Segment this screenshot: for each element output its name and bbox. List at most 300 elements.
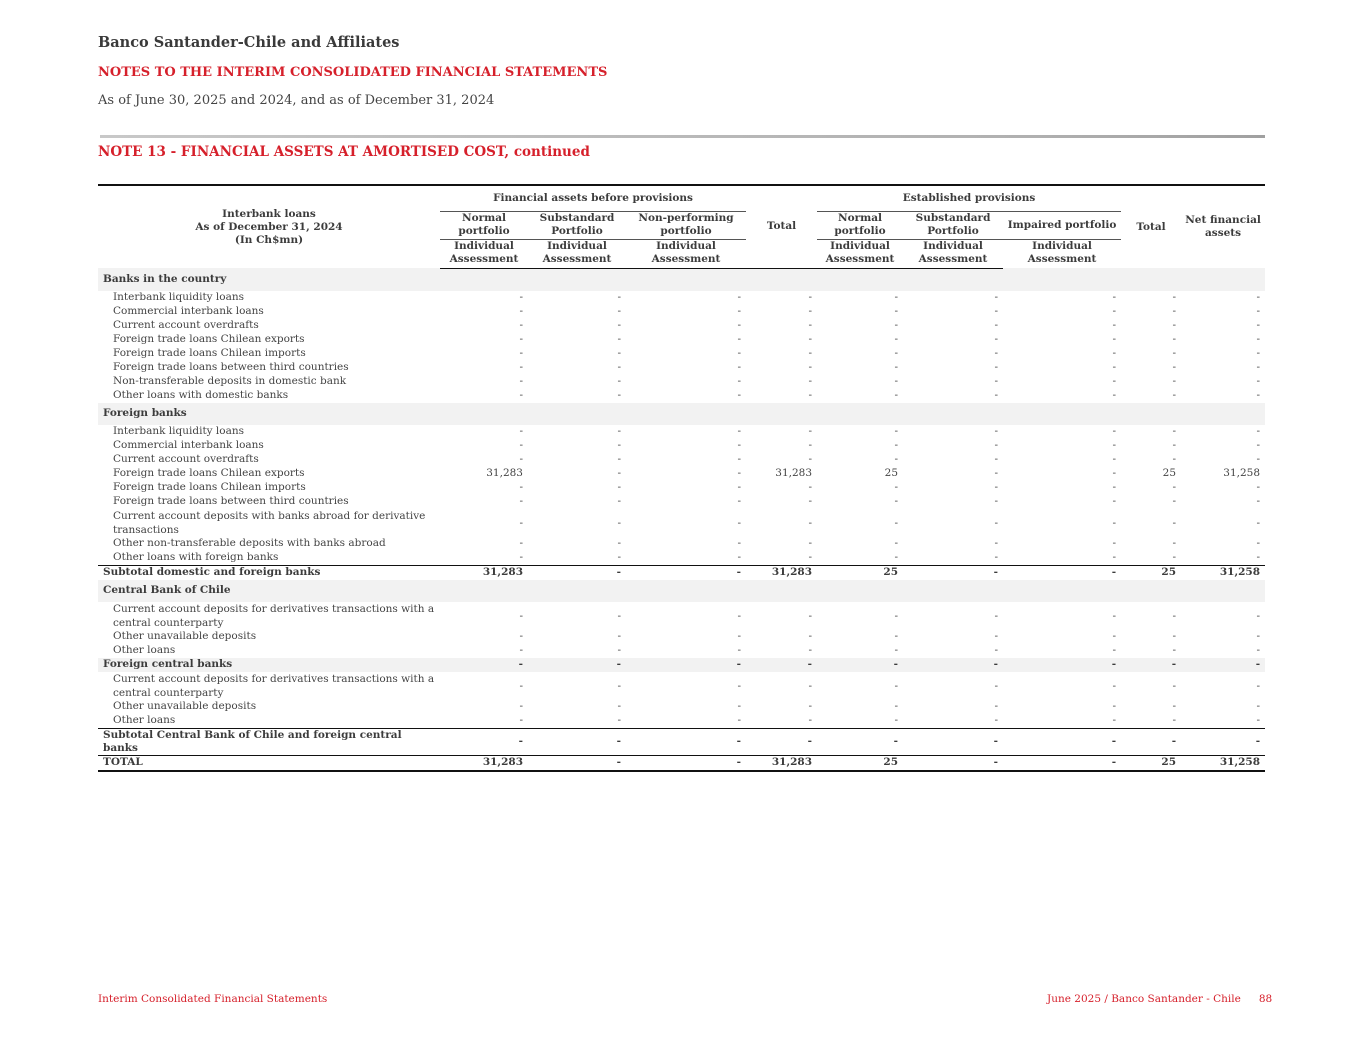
table-cell: - — [994, 375, 999, 387]
table-cell: - — [617, 714, 621, 726]
table-cell: - — [1172, 609, 1177, 622]
table-cell: 25 — [817, 755, 903, 771]
table-cell: - — [1256, 333, 1261, 345]
table-cell: - — [626, 728, 746, 755]
table-cell: - — [894, 361, 899, 373]
table-cell: - — [626, 755, 746, 771]
table-cell: - — [808, 453, 813, 465]
table-cell: - — [737, 714, 742, 726]
table-cell: - — [519, 375, 523, 387]
company-name: Banco Santander-Chile and Affiliates — [98, 34, 400, 51]
table-cell: - — [817, 728, 903, 755]
table-cell: - — [737, 537, 742, 549]
table-cell: 31,258 — [1181, 755, 1265, 771]
table-cell: 25 — [1121, 565, 1181, 580]
table-cell: - — [994, 481, 999, 493]
table-cell: - — [894, 319, 899, 331]
table-cell: - — [440, 728, 528, 755]
table-cell: 31,283 — [775, 467, 813, 479]
group-before-provisions: Financial assets before provisions — [440, 185, 746, 211]
table-cell: - — [1112, 425, 1117, 437]
table-cell: - — [737, 347, 742, 359]
table-cell: - — [737, 516, 742, 529]
table-row: Current account deposits for derivatives transactions with a central counterparty - - - - - - - - - — [98, 672, 1265, 700]
table-cell: - — [519, 453, 523, 465]
table-cell: - — [617, 537, 621, 549]
table-cell: - — [994, 347, 999, 359]
table-cell: - — [617, 679, 621, 692]
table-cell: - — [894, 495, 899, 507]
table-cell: - — [1172, 551, 1177, 563]
table-cell: - — [1181, 728, 1265, 755]
col-net-financial-assets: Net financial assets — [1181, 185, 1265, 268]
table-cell: - — [737, 333, 742, 345]
table-cell: - — [808, 700, 813, 712]
table-cell: - — [737, 551, 742, 563]
table-cell: - — [1112, 481, 1117, 493]
col-substandard-before: Substandard Portfolio — [528, 211, 626, 239]
table-cell: - — [617, 467, 621, 479]
table-cell: - — [519, 305, 523, 317]
table-cell: - — [519, 425, 523, 437]
table-cell: - — [746, 658, 817, 672]
table-cell: - — [1256, 319, 1261, 331]
table-cell: - — [617, 644, 621, 656]
table-cell: - — [737, 291, 742, 303]
table-cell: - — [617, 319, 621, 331]
table-cell: - — [737, 467, 742, 479]
section-foreign-banks: Foreign banks — [98, 403, 1265, 425]
table-cell: - — [1256, 481, 1261, 493]
table-cell: - — [617, 551, 621, 563]
table-row: Foreign trade loans Chilean exports 31,283 - - 31,283 25 - - 25 31,258 — [98, 467, 1265, 481]
table-cell: - — [737, 644, 742, 656]
sub-individual: Individual Assessment — [918, 240, 988, 266]
table-cell: - — [994, 551, 999, 563]
subtotal-central-row: Subtotal Central Bank of Chile and foreign central banks - - - - - - - - - — [98, 728, 1265, 755]
table-cell: - — [808, 319, 813, 331]
table-cell: - — [994, 439, 999, 451]
table-cell: - — [1121, 658, 1181, 672]
col-total-established: Total — [1121, 185, 1181, 268]
table-cell: - — [737, 630, 742, 642]
table-cell: - — [994, 319, 999, 331]
table-cell: - — [1172, 305, 1177, 317]
table-cell: - — [1172, 644, 1177, 656]
table-cell: - — [1172, 291, 1177, 303]
sub-individual: Individual Assessment — [449, 240, 519, 266]
section-central-bank: Central Bank of Chile — [98, 580, 1265, 602]
table-cell: - — [1256, 609, 1261, 622]
table-cell: - — [617, 516, 621, 529]
table-cell: - — [903, 728, 1003, 755]
table-row: Foreign trade loans Chilean imports - - - - - - - - - — [98, 347, 1265, 361]
table-cell: - — [894, 389, 899, 401]
table-row: Other loans - - - - - - - - - — [98, 714, 1265, 729]
table-cell: - — [528, 565, 626, 580]
table-cell: - — [894, 609, 899, 622]
table-cell: - — [1172, 389, 1177, 401]
table-cell: - — [1003, 658, 1121, 672]
as-of-date: As of June 30, 2025 and 2024, and as of December 31, 2024 — [98, 93, 495, 108]
table-cell: - — [808, 375, 813, 387]
table-cell: - — [519, 714, 523, 726]
interbank-loans-table — [98, 184, 1265, 772]
table-cell: - — [1112, 453, 1117, 465]
table-cell: - — [894, 453, 899, 465]
table-cell: - — [1172, 347, 1177, 359]
table-cell: - — [440, 658, 528, 672]
table-cell: - — [519, 630, 523, 642]
table-row: Interbank liquidity loans - - - - - - - - - — [98, 425, 1265, 439]
table-row: Foreign trade loans between third countries - - - - - - - - - — [98, 495, 1265, 509]
subtotal-banks-row: Subtotal domestic and foreign banks 31,283 - - 31,283 25 - - 25 31,258 — [98, 565, 1265, 580]
table-cell: - — [519, 389, 523, 401]
table-row: Current account overdrafts - - - - - - - - - — [98, 319, 1265, 333]
note-title: NOTE 13 - FINANCIAL ASSETS AT AMORTISED COST, continued — [98, 144, 590, 160]
table-cell: - — [1256, 551, 1261, 563]
table-cell: 25 — [1121, 755, 1181, 771]
group-established-provisions: Established provisions — [817, 185, 1121, 211]
table-cell: - — [1112, 305, 1117, 317]
table-cell: - — [994, 389, 999, 401]
table-cell: - — [994, 516, 999, 529]
footer-right: June 2025 / Banco Santander - Chile 88 — [1047, 993, 1273, 1005]
table-row: Commercial interbank loans - - - - - - - - - — [98, 305, 1265, 319]
table-cell: - — [1172, 537, 1177, 549]
table-cell: - — [519, 291, 523, 303]
table-cell: - — [1112, 389, 1117, 401]
table-row: Other unavailable deposits - - - - - - - - - — [98, 700, 1265, 714]
table-cell: - — [808, 361, 813, 373]
table-row: Current account overdrafts - - - - - - - - - — [98, 453, 1265, 467]
table-cell: - — [1112, 333, 1117, 345]
table-cell: - — [894, 375, 899, 387]
table-cell: - — [1172, 700, 1177, 712]
table-cell: 31,258 — [1181, 565, 1265, 580]
table-cell: - — [617, 375, 621, 387]
table-cell: - — [1172, 319, 1177, 331]
table-body — [98, 268, 1265, 771]
table-cell: - — [994, 333, 999, 345]
table-cell: - — [894, 425, 899, 437]
table-cell: - — [894, 347, 899, 359]
sub-individual: Individual Assessment — [825, 240, 895, 266]
table-cell: - — [1172, 453, 1177, 465]
table-row: Foreign trade loans between third countries - - - - - - - - - — [98, 361, 1265, 375]
table-cell: - — [617, 347, 621, 359]
table-cell: - — [808, 333, 813, 345]
table-cell: - — [1112, 630, 1117, 642]
table-row: Interbank liquidity loans - - - - - - - - - — [98, 291, 1265, 305]
table-cell: - — [808, 495, 813, 507]
table-cell: - — [519, 516, 523, 529]
table-cell: - — [808, 347, 813, 359]
table-cell: - — [994, 425, 999, 437]
page-number: 88 — [1258, 993, 1273, 1005]
table-cell: - — [737, 679, 742, 692]
table-cell: - — [519, 333, 523, 345]
table-cell: - — [1112, 609, 1117, 622]
table-cell: - — [1112, 439, 1117, 451]
table-cell: - — [1003, 755, 1121, 771]
table-cell: - — [617, 481, 621, 493]
table-cell: - — [737, 361, 742, 373]
table-cell: - — [1112, 361, 1117, 373]
table-cell: - — [894, 700, 899, 712]
table-cell: - — [994, 700, 999, 712]
table-cell: - — [903, 658, 1003, 672]
table-cell: 25 — [817, 565, 903, 580]
table-cell: - — [894, 305, 899, 317]
table-cell: - — [519, 537, 523, 549]
table-cell: - — [903, 755, 1003, 771]
table-cell: - — [1256, 679, 1261, 692]
table-cell: - — [737, 389, 742, 401]
table-cell: - — [1112, 495, 1117, 507]
table-cell: - — [617, 361, 621, 373]
table-cell: - — [1256, 714, 1261, 726]
table-cell: - — [1256, 305, 1261, 317]
table-cell: - — [994, 609, 999, 622]
table-cell: 25 — [1162, 467, 1177, 479]
table-cell: - — [617, 700, 621, 712]
table-cell: - — [519, 495, 523, 507]
sub-individual: Individual Assessment — [1027, 240, 1097, 266]
table-cell: - — [1172, 481, 1177, 493]
table-cell: - — [519, 347, 523, 359]
footer-left: Interim Consolidated Financial Statements — [98, 993, 328, 1005]
section-banks-in-country: Banks in the country — [98, 268, 1265, 291]
table-cell: - — [626, 565, 746, 580]
table-cell: - — [617, 609, 621, 622]
table-cell: - — [528, 658, 626, 672]
table-cell: 25 — [884, 467, 899, 479]
table-cell: - — [994, 630, 999, 642]
table-cell: - — [519, 481, 523, 493]
table-cell: - — [808, 305, 813, 317]
table-cell: - — [528, 728, 626, 755]
table-cell: - — [808, 425, 813, 437]
table-row: Foreign trade loans Chilean exports - - - - - - - - - — [98, 333, 1265, 347]
table-cell: - — [1112, 347, 1117, 359]
table-cell: - — [817, 658, 903, 672]
col-impaired: Impaired portfolio — [1003, 211, 1121, 239]
table-cell: - — [894, 481, 899, 493]
table-cell: - — [1112, 319, 1117, 331]
table-cell: - — [1112, 714, 1117, 726]
table-cell: - — [519, 679, 523, 692]
table-cell: - — [903, 565, 1003, 580]
table-cell: - — [1172, 495, 1177, 507]
table-cell: - — [519, 319, 523, 331]
table-cell: - — [1172, 630, 1177, 642]
table-cell: - — [994, 714, 999, 726]
table-cell: - — [737, 700, 742, 712]
table-cell: - — [894, 333, 899, 345]
table-cell: - — [1112, 551, 1117, 563]
table-cell: - — [808, 630, 813, 642]
table-cell: - — [1112, 644, 1117, 656]
table-cell: - — [519, 361, 523, 373]
table-row: Other loans with domestic banks - - - - - - - - - — [98, 389, 1265, 403]
table-cell: - — [617, 389, 621, 401]
table-cell: - — [894, 630, 899, 642]
table-cell: - — [994, 361, 999, 373]
table-cell: - — [1256, 630, 1261, 642]
table-cell: - — [1256, 425, 1261, 437]
table-cell: - — [808, 481, 813, 493]
table-cell: - — [1172, 714, 1177, 726]
sub-individual: Individual Assessment — [542, 240, 612, 266]
table-cell: - — [1256, 453, 1261, 465]
col-nonperforming: Non-performing portfolio — [626, 211, 746, 239]
table-cell: 31,283 — [746, 755, 817, 771]
table-row: Other non-transferable deposits with banks abroad - - - - - - - - - — [98, 537, 1265, 551]
col-total-before: Total — [746, 185, 817, 268]
table-cell: - — [808, 714, 813, 726]
table-cell: - — [1112, 375, 1117, 387]
table-cell: - — [1256, 439, 1261, 451]
table-cell: - — [894, 714, 899, 726]
col-normal-established: Normal portfolio — [817, 211, 903, 239]
table-cell: - — [1256, 389, 1261, 401]
table-cell: - — [1172, 333, 1177, 345]
table-cell: - — [994, 453, 999, 465]
table-cell: - — [617, 425, 621, 437]
total-row: TOTAL 31,283 - - 31,283 25 - - 25 31,258 — [98, 755, 1265, 771]
col-substandard-established: Substandard Portfolio — [903, 211, 1003, 239]
table-cell: - — [1172, 375, 1177, 387]
table-cell: - — [737, 305, 742, 317]
table-row: Current account deposits with banks abroad for derivative transactions - - - - - - - - - — [98, 509, 1265, 537]
table-cell: - — [1003, 728, 1121, 755]
table-cell: - — [808, 609, 813, 622]
table-cell: 31,283 — [440, 755, 528, 771]
table-cell: - — [737, 495, 742, 507]
table-cell: - — [626, 658, 746, 672]
table-cell: - — [519, 439, 523, 451]
table-cell: - — [737, 319, 742, 331]
table-cell: - — [894, 439, 899, 451]
table-cell: - — [737, 375, 742, 387]
table-cell: - — [617, 495, 621, 507]
corner-header: Interbank loans As of December 31, 2024 (In Ch$mn) — [98, 185, 440, 268]
table-cell: - — [1112, 679, 1117, 692]
table-row: Foreign trade loans Chilean imports - - - - - - - - - — [98, 481, 1265, 495]
table-cell: - — [1112, 516, 1117, 529]
table-cell: - — [894, 291, 899, 303]
sub-individual: Individual Assessment — [651, 240, 721, 266]
table-cell: - — [808, 516, 813, 529]
table-cell: - — [1112, 700, 1117, 712]
table-cell: - — [1172, 425, 1177, 437]
table-cell: - — [1172, 679, 1177, 692]
table-cell: 31,283 — [486, 467, 523, 479]
table-cell: 31,283 — [746, 565, 817, 580]
table-row: Commercial interbank loans - - - - - - - - - — [98, 439, 1265, 453]
table-cell: - — [808, 291, 813, 303]
table-cell: - — [994, 467, 999, 479]
table-cell: - — [1256, 375, 1261, 387]
table-cell: - — [1256, 291, 1261, 303]
table-cell: - — [737, 425, 742, 437]
header-divider — [100, 135, 1265, 138]
table-cell: - — [994, 679, 999, 692]
table-cell: - — [808, 439, 813, 451]
table-row: Other loans with foreign banks - - - - - - - - - — [98, 551, 1265, 566]
table-cell: - — [808, 389, 813, 401]
table-cell: - — [737, 453, 742, 465]
table-cell: - — [617, 453, 621, 465]
table-cell: - — [1256, 495, 1261, 507]
table-cell: - — [519, 700, 523, 712]
table-cell: - — [1181, 658, 1265, 672]
table-cell: - — [519, 609, 523, 622]
table-cell: - — [994, 644, 999, 656]
table-cell: - — [1003, 565, 1121, 580]
table-header — [98, 185, 1265, 268]
table-cell: - — [1256, 347, 1261, 359]
table-cell: - — [808, 644, 813, 656]
table-cell: - — [1256, 644, 1261, 656]
table-cell: - — [617, 439, 621, 451]
table-cell: - — [519, 644, 523, 656]
table-cell: - — [808, 537, 813, 549]
table-cell: - — [808, 679, 813, 692]
table-cell: - — [1256, 516, 1261, 529]
table-cell: - — [1256, 700, 1261, 712]
table-cell: - — [1112, 291, 1117, 303]
table-row: Non-transferable deposits in domestic bank - - - - - - - - - — [98, 375, 1265, 389]
table-cell: - — [894, 679, 899, 692]
table-cell: - — [1121, 728, 1181, 755]
table-cell: - — [994, 537, 999, 549]
table-cell: - — [519, 551, 523, 563]
foreign-central-banks-row: Foreign central banks - - - - - - - - - — [98, 658, 1265, 672]
table-cell: - — [617, 305, 621, 317]
table-cell: - — [746, 728, 817, 755]
table-cell: - — [1256, 537, 1261, 549]
table-cell: - — [528, 755, 626, 771]
table-cell: - — [737, 609, 742, 622]
table-cell: - — [808, 551, 813, 563]
table-cell: - — [617, 630, 621, 642]
col-normal-before: Normal portfolio — [440, 211, 528, 239]
table-cell: - — [1112, 467, 1117, 479]
table-cell: 31,258 — [1223, 467, 1261, 479]
table-cell: - — [1172, 516, 1177, 529]
table-cell: - — [894, 644, 899, 656]
table-cell: - — [994, 305, 999, 317]
table-cell: - — [737, 439, 742, 451]
table-cell: - — [737, 481, 742, 493]
table-cell: - — [1172, 361, 1177, 373]
table-cell: - — [994, 495, 999, 507]
table-cell: - — [894, 551, 899, 563]
table-cell: - — [617, 333, 621, 345]
table-row: Other unavailable deposits - - - - - - - - - — [98, 630, 1265, 644]
table-cell: - — [1256, 361, 1261, 373]
table-cell: - — [1172, 439, 1177, 451]
table-cell: - — [617, 291, 621, 303]
table-cell: 31,283 — [440, 565, 528, 580]
table-row: Current account deposits for derivatives transactions with a central counterparty - - - - - - - - - — [98, 602, 1265, 630]
table-cell: - — [1112, 537, 1117, 549]
notes-title: NOTES TO THE INTERIM CONSOLIDATED FINANCIAL STATEMENTS — [98, 65, 608, 80]
table-row: Other loans - - - - - - - - - — [98, 644, 1265, 658]
table-cell: - — [894, 516, 899, 529]
